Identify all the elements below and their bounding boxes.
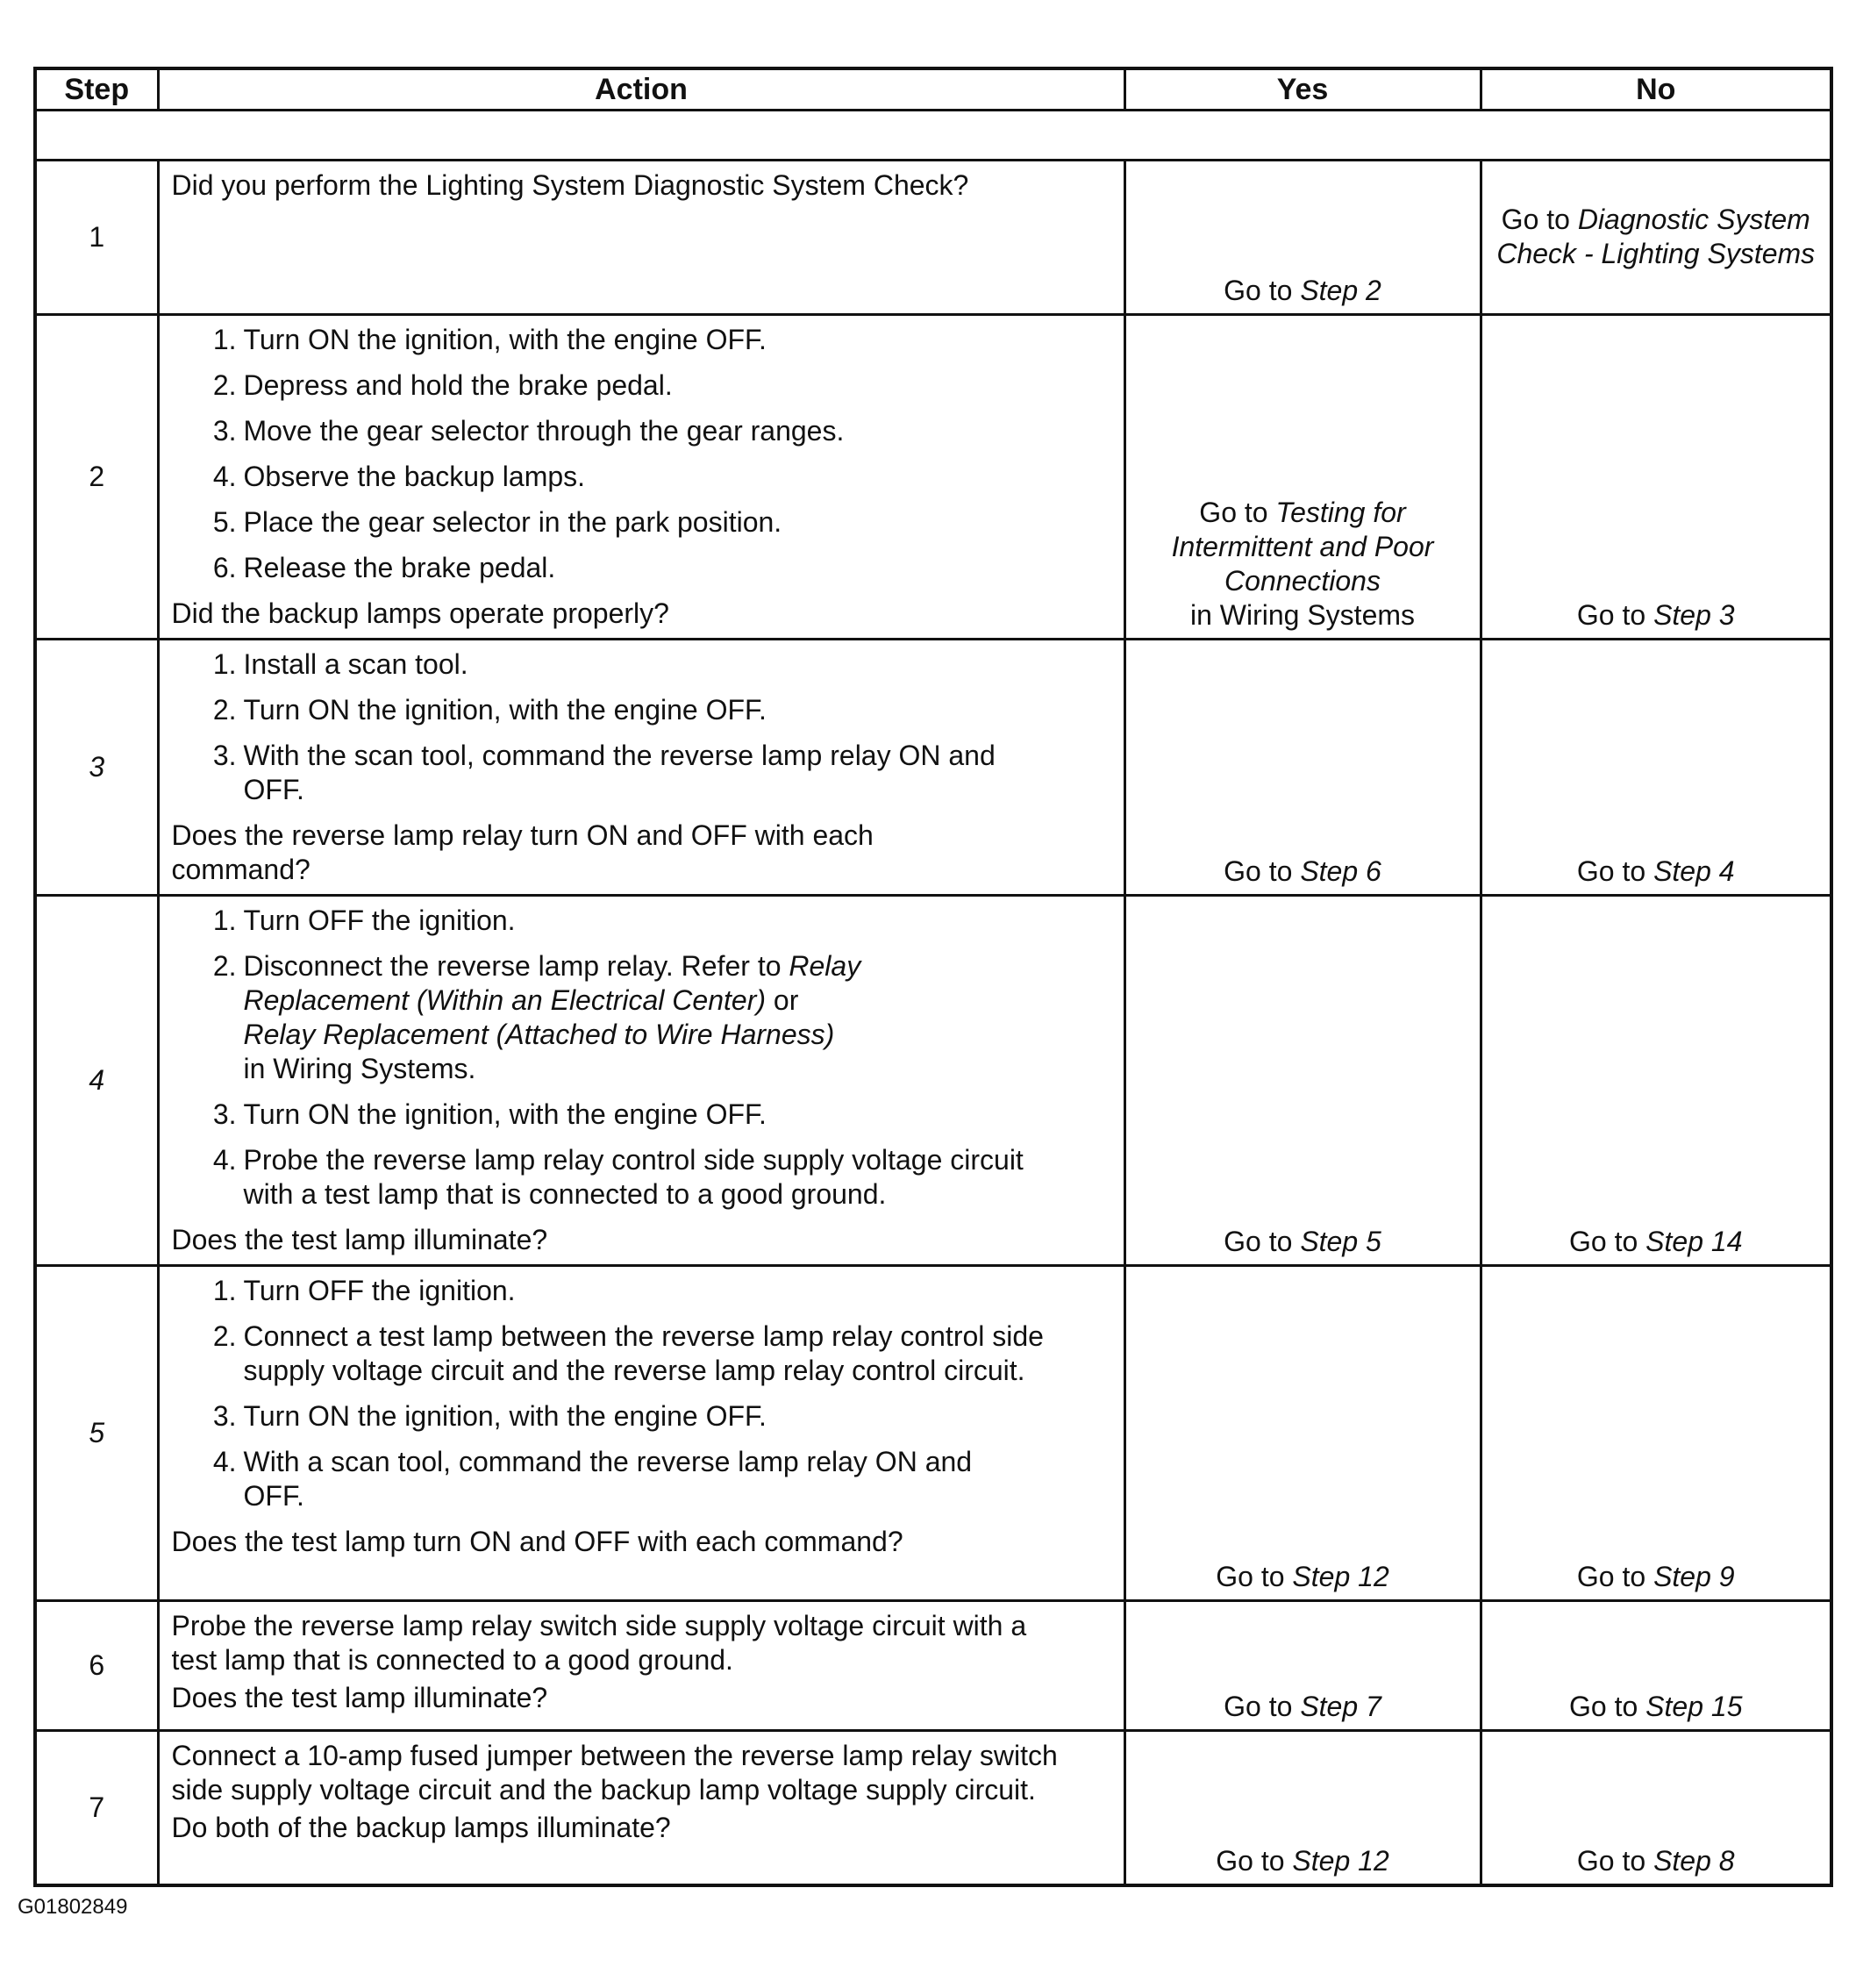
- list-item: 2. Depress and hold the brake pedal.: [212, 369, 673, 401]
- list-item: 5. Place the gear selector in the park position.: [212, 506, 782, 538]
- action-list: [172, 323, 1113, 585]
- no-cell: Go to Diagnostic System Check - Lighting Systems: [1481, 161, 1831, 315]
- diagnostic-table-container: [33, 67, 1830, 1887]
- list-item: 1. Turn OFF the ignition.: [212, 905, 516, 936]
- action-intro: Did you perform the Lighting System Diagnostic System Check?: [171, 169, 969, 201]
- yes-link[interactable]: Step 5: [1300, 1226, 1381, 1257]
- list-item: 3. Turn ON the ignition, with the engine OFF.: [212, 1098, 767, 1130]
- action-question: Did the backup lamps operate properly?: [171, 597, 669, 629]
- list-item: 2. Disconnect the reverse lamp relay. Refer to Relay Replacement (Within an Electrical Center) or Relay Replacement (Attached to Wire Harness) in Wiring Systems.: [212, 950, 861, 1084]
- action-intro: Probe the reverse lamp relay switch side supply voltage circuit with a test lamp that is connected to a good ground.: [171, 1610, 1027, 1676]
- action-intro: Connect a 10-amp fused jumper between the reverse lamp relay switch side supply voltage circuit and the backup lamp voltage supply circuit.: [171, 1740, 1058, 1806]
- list-item: 1. Turn OFF the ignition.: [212, 1275, 516, 1306]
- header-action: Action: [158, 68, 1124, 111]
- step-number: 5: [35, 1266, 158, 1601]
- action-cell: [158, 315, 1124, 640]
- action-list: [172, 1274, 1113, 1513]
- yes-link[interactable]: Step 7: [1300, 1691, 1381, 1722]
- yes-link[interactable]: Step 6: [1300, 855, 1381, 887]
- table-row: [35, 896, 1831, 1266]
- relay-replacement-harness-link[interactable]: Relay Replacement (Attached to Wire Harness): [243, 1019, 835, 1050]
- step-number: 4: [35, 896, 158, 1266]
- yes-cell: Go to Step 5: [1124, 896, 1481, 1266]
- no-link[interactable]: Diagnostic System Check - Lighting Systems: [1496, 203, 1816, 269]
- no-link[interactable]: Step 4: [1653, 855, 1735, 887]
- yes-cell: Go to Step 2: [1124, 161, 1481, 315]
- no-cell: Go to Step 3: [1481, 315, 1831, 640]
- list-item: 2. Turn ON the ignition, with the engine OFF.: [212, 694, 767, 726]
- yes-link[interactable]: Step 2: [1300, 275, 1381, 306]
- action-question: Does the test lamp illuminate?: [171, 1224, 548, 1255]
- table-row: [35, 315, 1831, 640]
- list-item: 4. Probe the reverse lamp relay control side supply voltage circuit with a test lamp that is connected to a good ground.: [212, 1144, 1024, 1210]
- step-number: 2: [35, 315, 158, 640]
- no-link[interactable]: Step 9: [1653, 1561, 1735, 1592]
- list-item: 1. Install a scan tool.: [212, 648, 468, 680]
- yes-link[interactable]: Step 12: [1292, 1844, 1389, 1877]
- no-cell: Go to Step 14: [1481, 896, 1831, 1266]
- header-row: [35, 68, 1831, 111]
- header-yes: Yes: [1124, 68, 1481, 111]
- list-item: 3. With the scan tool, command the reverse lamp relay ON and OFF.: [212, 740, 996, 805]
- step-number: 6: [35, 1601, 158, 1731]
- list-item: 4. With a scan tool, command the reverse lamp relay ON and OFF.: [212, 1446, 973, 1512]
- figure-id: G01802849: [18, 1895, 128, 1919]
- no-link[interactable]: Step 15: [1645, 1691, 1743, 1722]
- step-number: 7: [35, 1731, 158, 1885]
- no-cell: Go to Step 8: [1481, 1731, 1831, 1885]
- yes-cell: Go to Testing for Intermittent and Poor Connections in Wiring Systems: [1124, 315, 1481, 640]
- step-number: 1: [35, 161, 158, 315]
- table-row: [35, 1731, 1831, 1885]
- action-question: Do both of the backup lamps illuminate?: [171, 1812, 671, 1843]
- action-cell: [158, 161, 1124, 315]
- table-row: [35, 640, 1831, 896]
- header-step: Step: [35, 68, 158, 111]
- yes-cell: Go to Step 12: [1124, 1266, 1481, 1601]
- yes-link[interactable]: Testing for Intermittent and Poor Connections: [1171, 497, 1434, 597]
- yes-cell: Go to Step 7: [1124, 1601, 1481, 1731]
- action-question: Does the test lamp illuminate?: [171, 1682, 548, 1713]
- action-question: Does the test lamp turn ON and OFF with each command?: [171, 1526, 903, 1557]
- list-item: 1. Turn ON the ignition, with the engine OFF.: [212, 324, 767, 355]
- action-cell: [158, 896, 1124, 1266]
- list-item: 3. Move the gear selector through the gear ranges.: [212, 415, 845, 447]
- relay-replacement-link[interactable]: Relay Replacement (Within an Electrical Center): [243, 950, 861, 1016]
- list-item: 3. Turn ON the ignition, with the engine OFF.: [212, 1400, 767, 1432]
- action-question: Does the reverse lamp relay turn ON and OFF with each command?: [171, 819, 874, 885]
- list-item: 2. Connect a test lamp between the reverse lamp relay control side supply voltage circuit and the reverse lamp relay control circuit.: [212, 1320, 1044, 1386]
- action-list: [172, 904, 1113, 1212]
- no-link[interactable]: Step 3: [1653, 599, 1735, 631]
- action-cell: [158, 1266, 1124, 1601]
- table-row: [35, 1601, 1831, 1731]
- yes-link[interactable]: Step 12: [1292, 1561, 1389, 1592]
- action-cell: [158, 1601, 1124, 1731]
- blank-row: [35, 111, 1831, 161]
- list-item: 6. Release the brake pedal.: [212, 552, 556, 583]
- table-row: [35, 1266, 1831, 1601]
- yes-cell: Go to Step 6: [1124, 640, 1481, 896]
- action-cell: [158, 640, 1124, 896]
- no-link[interactable]: Step 14: [1645, 1226, 1743, 1257]
- header-no: No: [1481, 68, 1831, 111]
- list-item: 4. Observe the backup lamps.: [212, 461, 586, 492]
- step-number: 3: [35, 640, 158, 896]
- no-cell: Go to Step 4: [1481, 640, 1831, 896]
- no-cell: Go to Step 15: [1481, 1601, 1831, 1731]
- action-cell: [158, 1731, 1124, 1885]
- action-list: [172, 647, 1113, 807]
- no-cell: Go to Step 9: [1481, 1266, 1831, 1601]
- diagnostic-table: [33, 67, 1833, 1887]
- yes-cell: Go to Step 12: [1124, 1731, 1481, 1885]
- no-link[interactable]: Step 8: [1653, 1844, 1735, 1877]
- table-row: [35, 161, 1831, 315]
